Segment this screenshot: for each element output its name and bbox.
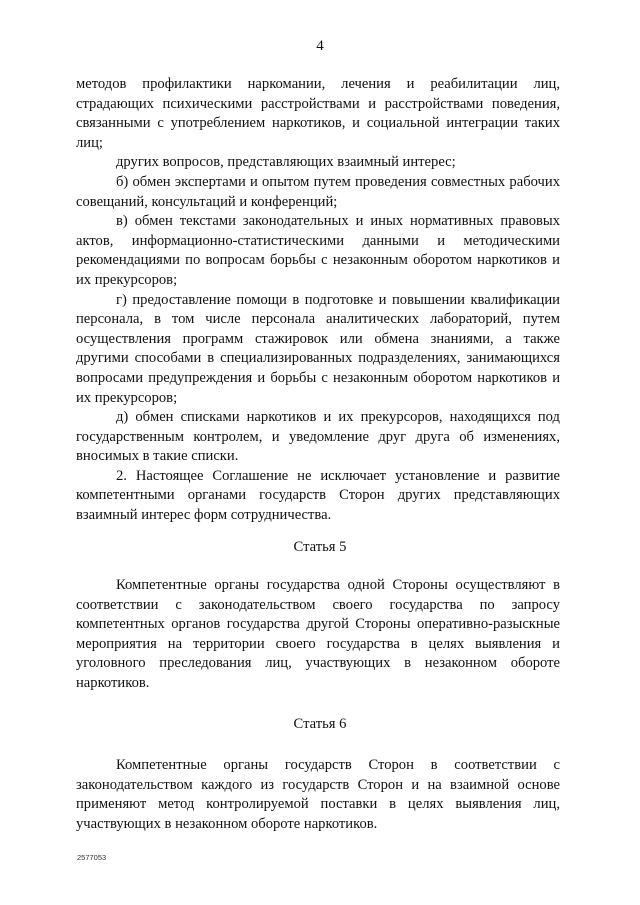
paragraph: других вопросов, представляющих взаимный интерес; [116, 154, 456, 171]
article5-heading: Статья 5 [293, 539, 347, 555]
paragraph: д) обмен списками наркотиков и их прекурсоров, находящихся под государственным контролем, и уведомление друг друга об изменениях, вносимых в такие списки. [76, 409, 560, 465]
article6-heading: Статья 6 [293, 716, 347, 732]
paragraph: Компетентные органы государств Сторон в соответствии с законодательством каждого из государств Сторон и на взаимной основе применяют метод контролируемой поставки в целях выявления лиц, участвующих в незаконном обороте наркотиков. [76, 757, 560, 832]
document-code: 2577053 [77, 853, 107, 862]
paragraph: методов профилактики наркомании, лечения и реабилитации лиц, страдающих психическими расстройствами и расстройствами поведения, связанными с употреблением наркотиков, и социальной интеграции таких лиц; [76, 76, 560, 151]
paragraph: б) обмен экспертами и опытом путем проведения совместных рабочих совещаний, консультаций и конференций; [76, 173, 560, 210]
article6-body [76, 756, 560, 834]
page-number: 4 [316, 38, 324, 54]
paragraph: г) предоставление помощи в подготовке и повышении квалификации персонала, в том числе персонала аналитических лабораторий, путем осуществления программ стажировок или обмена знаниями, а также другими способами в специализированных подразделениях, занимающихся вопросами предупреждения и борьбы с незаконным оборотом наркотиков и их прекурсоров; [76, 291, 560, 406]
paragraph: в) обмен текстами законодательных и иных нормативных правовых актов, информационно-статистическими данными и методическими рекомендациями по вопросам борьбы с незаконным оборотом наркотиков и их прекурсоров; [76, 213, 560, 288]
paragraph: 2. Настоящее Соглашение не исключает установление и развитие компетентными органами государств Сторон других представляющих взаимный интерес форм сотрудничества. [76, 467, 560, 524]
article4-continuation [76, 75, 560, 526]
article5-body [76, 576, 560, 694]
paragraph: Компетентные органы государства одной Стороны осуществляют в соответствии с законодательством своего государства по запросу компетентных органов государства другой Стороны оперативно-разыскные мероприятия на территории своего государства в целях выявления и уголовного преследования лиц, участвующих в незаконном обороте наркотиков. [76, 577, 560, 691]
